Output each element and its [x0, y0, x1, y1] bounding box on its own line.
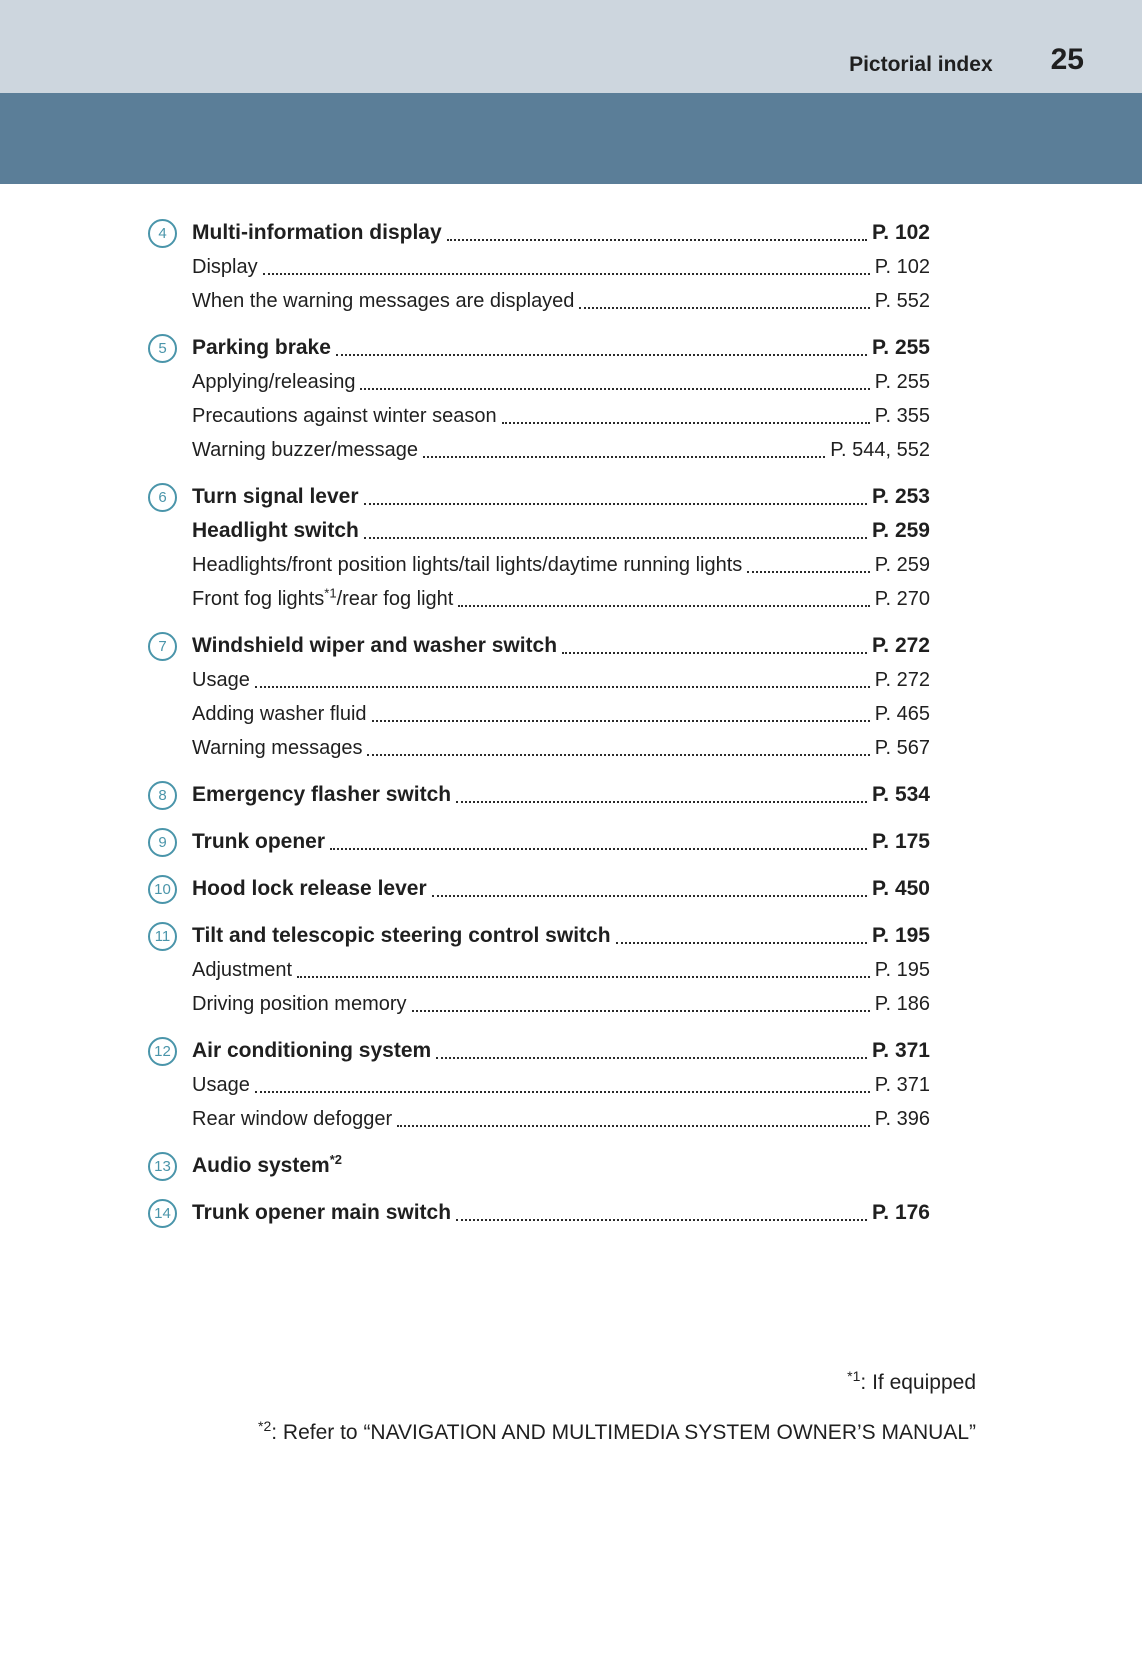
toc-row	[154, 921, 930, 951]
page-number: 25	[1050, 43, 1084, 76]
dot-leader	[616, 942, 867, 944]
dot-leader	[297, 976, 870, 978]
toc-row	[158, 218, 930, 248]
toc-label: Headlights/front position lights/tail lights/daytime running lights	[192, 554, 743, 576]
toc-label: Parking brake	[192, 336, 331, 359]
page-ref: P. 371	[874, 1074, 930, 1096]
page-ref: P. 534	[871, 783, 930, 806]
toc-row	[158, 780, 930, 810]
toc-label: Multi-information display	[192, 221, 442, 244]
dot-leader	[330, 848, 867, 850]
page-ref: P. 259	[871, 519, 930, 542]
footnote-1-marker: *1	[847, 1368, 861, 1384]
page-ref: P. 102	[871, 221, 930, 244]
item-number-badge: 4	[148, 219, 177, 248]
dot-leader	[447, 239, 867, 241]
toc-label: Trunk opener main switch	[192, 1201, 452, 1224]
dot-leader	[423, 456, 825, 458]
item-number-badge: 12	[148, 1037, 177, 1066]
page-header	[0, 0, 1142, 93]
toc-label: Hood lock release lever	[192, 877, 427, 900]
item-number-badge: 9	[148, 828, 177, 857]
dot-leader	[255, 1091, 870, 1093]
toc-row	[192, 955, 930, 985]
header-title: Pictorial index	[849, 53, 993, 76]
dot-leader	[364, 503, 867, 505]
toc-row	[192, 1104, 930, 1134]
page-ref: P. 272	[871, 634, 930, 657]
dot-leader	[412, 1010, 870, 1012]
page-ref: P. 567	[874, 737, 930, 759]
toc-row	[192, 550, 930, 580]
page-ref: P. 355	[874, 405, 930, 427]
page-ref: P. 175	[871, 830, 930, 853]
item-number-badge: 5	[148, 334, 177, 363]
dot-leader	[360, 388, 869, 390]
toc-row	[192, 367, 930, 397]
toc-list	[154, 218, 930, 1228]
dot-leader	[263, 273, 870, 275]
toc-row	[158, 482, 930, 512]
toc-row	[192, 699, 930, 729]
dot-leader	[579, 307, 869, 309]
page-ref: P. 544, 552	[830, 439, 930, 461]
page-ref: P. 195	[871, 924, 930, 947]
dot-leader	[255, 686, 870, 688]
toc-label: When the warning messages are displayed	[192, 290, 575, 312]
toc-label: Warning buzzer/message	[192, 439, 419, 461]
footnote-2-marker: *2	[258, 1418, 272, 1434]
page-ref: P. 253	[871, 485, 930, 508]
dot-leader	[562, 652, 867, 654]
toc-label: Warning messages	[192, 737, 363, 759]
toc-label: Audio system$^{*2}$	[192, 1152, 342, 1177]
footnote-2-text: : Refer to “NAVIGATION AND MULTIMEDIA SYSTEM OWNER’S MANUAL”	[271, 1421, 976, 1444]
page-ref: P. 270	[874, 588, 930, 610]
footnote-1	[258, 1368, 976, 1398]
item-number-badge: 14	[148, 1199, 177, 1228]
page-ref: P. 176	[871, 1201, 930, 1224]
dot-leader	[367, 754, 869, 756]
toc-label: Precautions against winter season	[192, 405, 497, 427]
page-ref: P. 255	[874, 371, 930, 393]
page-ref: P. 465	[874, 703, 930, 725]
dot-leader	[502, 422, 870, 424]
toc-label: Adjustment	[192, 959, 293, 981]
page-ref: P. 195	[874, 959, 930, 981]
item-number-badge: 10	[148, 875, 177, 904]
footnotes	[258, 1368, 976, 1448]
page-ref: P. 255	[871, 336, 930, 359]
toc-label: Windshield wiper and washer switch	[192, 634, 558, 657]
dot-leader	[397, 1125, 870, 1127]
toc-row	[192, 584, 930, 614]
footnote-1-text: : If equipped	[860, 1371, 976, 1394]
dot-leader	[336, 354, 867, 356]
dot-leader	[456, 801, 867, 803]
toc-label: Usage	[192, 1074, 250, 1096]
toc-label: Tilt and telescopic steering control switch	[192, 924, 611, 947]
section-band	[0, 93, 1142, 184]
page-ref: P. 186	[874, 993, 930, 1015]
toc-row	[192, 286, 930, 316]
toc-row	[154, 1036, 930, 1066]
toc-label: Trunk opener	[192, 830, 326, 853]
toc-label: Display	[192, 256, 258, 278]
dot-leader	[364, 537, 867, 539]
footnote-2	[258, 1418, 976, 1448]
page-ref: P. 272	[874, 669, 930, 691]
toc-row	[192, 401, 930, 431]
toc-row	[192, 733, 930, 763]
toc-label: Adding washer fluid	[192, 703, 367, 725]
toc-row	[192, 1070, 930, 1100]
item-number-badge: 13	[148, 1152, 177, 1181]
toc-label: Turn signal lever	[192, 485, 359, 508]
item-number-badge: 11	[148, 922, 177, 951]
page-ref: P. 552	[874, 290, 930, 312]
toc-row	[192, 516, 930, 546]
toc-label: Driving position memory	[192, 993, 407, 1015]
toc-row	[192, 665, 930, 695]
toc-label: Rear window defogger	[192, 1108, 393, 1130]
dot-leader	[458, 605, 869, 607]
toc-label: Applying/releasing	[192, 371, 356, 393]
toc-label: Emergency flasher switch	[192, 783, 452, 806]
toc-row	[192, 435, 930, 465]
toc-label: Air conditioning system	[192, 1039, 432, 1062]
toc-row	[158, 333, 930, 363]
item-number-badge: 6	[148, 483, 177, 512]
item-number-badge: 8	[148, 781, 177, 810]
page-ref: P. 396	[874, 1108, 930, 1130]
toc-row	[192, 989, 930, 1019]
dot-leader	[432, 895, 867, 897]
page-ref: P. 450	[871, 877, 930, 900]
dot-leader	[747, 571, 869, 573]
page-ref: P. 371	[871, 1039, 930, 1062]
toc-row	[154, 874, 930, 904]
toc-row	[154, 1151, 930, 1181]
toc-row	[154, 1198, 930, 1228]
toc-row	[158, 631, 930, 661]
toc-row	[158, 827, 930, 857]
dot-leader	[372, 720, 870, 722]
toc-label: Headlight switch	[192, 519, 359, 542]
toc-label: Front fog lights$^{*1}$/rear fog light	[192, 585, 454, 610]
page-ref: P. 259	[874, 554, 930, 576]
dot-leader	[436, 1057, 867, 1059]
page-ref: P. 102	[874, 256, 930, 278]
item-number-badge: 7	[148, 632, 177, 661]
toc-label: Usage	[192, 669, 250, 691]
toc-row	[192, 252, 930, 282]
dot-leader	[456, 1219, 867, 1221]
